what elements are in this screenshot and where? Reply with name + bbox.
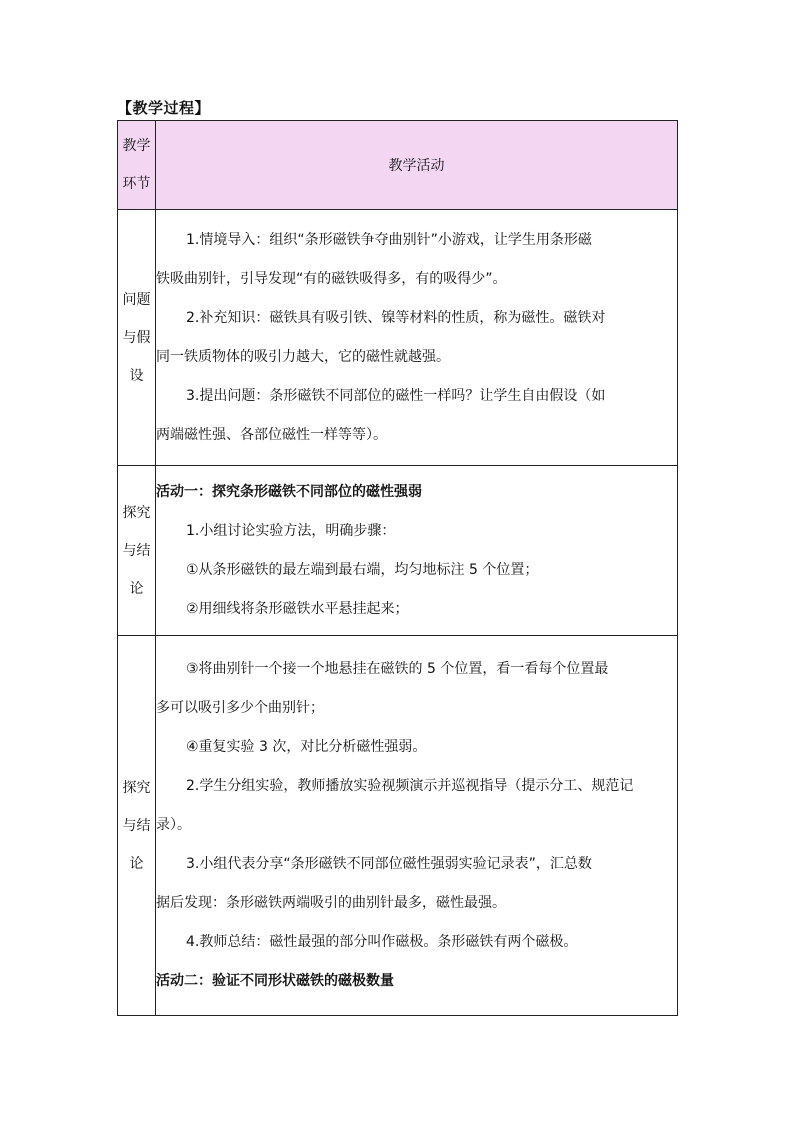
text-line: 1.小组讨论实验方法，明确步骤： bbox=[186, 522, 396, 539]
text-line: 2.补充知识：磁铁具有吸引铁、镍等材料的性质，称为磁性。磁铁对 bbox=[186, 309, 606, 326]
activity-paragraph bbox=[156, 728, 677, 767]
activity-heading bbox=[156, 962, 677, 1001]
activity-heading bbox=[156, 473, 677, 512]
text-line: 录）。 bbox=[156, 817, 191, 833]
activity-paragraph bbox=[156, 767, 677, 845]
stage-line: 与假 bbox=[122, 329, 151, 346]
activity-paragraph bbox=[156, 650, 677, 728]
text-line: 据后发现：条形磁铁两端吸引的曲别针最多，磁性最强。 bbox=[156, 895, 506, 911]
text-line: ①从条形磁铁的最左端到最右端，均匀地标注 5 个位置； bbox=[186, 561, 539, 578]
activity-paragraph bbox=[156, 512, 677, 551]
text-line: 活动一：探究条形磁铁不同部位的磁性强弱 bbox=[156, 483, 422, 500]
text-line: 多可以吸引多少个曲别针； bbox=[156, 700, 324, 716]
activity-paragraph bbox=[156, 221, 677, 299]
stage-line: 论 bbox=[129, 580, 144, 597]
stage-line: 论 bbox=[129, 855, 144, 872]
header-stage-cell bbox=[118, 121, 156, 210]
activity-paragraph bbox=[156, 590, 677, 629]
header-stage-line: 环节 bbox=[122, 176, 151, 192]
text-line: 3.小组代表分享“条形磁铁不同部位磁性强弱实验记录表”，汇总数 bbox=[186, 856, 592, 872]
header-activity-cell: 教学活动 bbox=[156, 121, 678, 210]
table-row bbox=[118, 636, 678, 1016]
activity-paragraph bbox=[156, 377, 677, 455]
stage-line: 问题 bbox=[122, 291, 151, 308]
table-header-row bbox=[118, 121, 678, 210]
activity-paragraph bbox=[156, 923, 677, 962]
table-row bbox=[118, 210, 678, 466]
activity-paragraph bbox=[156, 551, 677, 590]
stage-line: 与结 bbox=[122, 542, 151, 559]
text-line: 3.提出问题：条形磁铁不同部位的磁性一样吗？让学生自由假设（如 bbox=[186, 387, 606, 404]
stage-line: 探究 bbox=[122, 779, 151, 796]
text-line: 活动二：验证不同形状磁铁的磁极数量 bbox=[156, 973, 394, 989]
text-line: ④重复实验 3 次，对比分析磁性强弱。 bbox=[186, 739, 427, 755]
text-line: 2.学生分组实验，教师播放实验视频演示并巡视指导（提示分工、规范记 bbox=[186, 778, 634, 794]
stage-line: 设 bbox=[129, 367, 144, 384]
activity-cell bbox=[156, 466, 678, 636]
stage-line: 与结 bbox=[122, 817, 151, 834]
stage-cell bbox=[118, 466, 156, 636]
text-line: 4.教师总结：磁性最强的部分叫作磁极。条形磁铁有两个磁极。 bbox=[186, 934, 578, 950]
activity-cell bbox=[156, 636, 678, 1016]
header-stage-line: 教学 bbox=[122, 138, 151, 154]
stage-line: 探究 bbox=[122, 504, 151, 521]
stage-cell bbox=[118, 210, 156, 466]
text-line: 同一铁质物体的吸引力越大，它的磁性就越强。 bbox=[156, 348, 450, 365]
text-line: 铁吸曲别针，引导发现“有的磁铁吸得多，有的吸得少”。 bbox=[156, 270, 507, 287]
text-line: ②用细线将条形磁铁水平悬挂起来； bbox=[186, 600, 409, 617]
activity-cell bbox=[156, 210, 678, 466]
activity-paragraph bbox=[156, 299, 677, 377]
text-line: ③将曲别针一个接一个地悬挂在磁铁的 5 个位置，看一看每个位置最 bbox=[186, 661, 609, 677]
teaching-process-table bbox=[117, 120, 678, 1016]
stage-cell bbox=[118, 636, 156, 1016]
activity-paragraph bbox=[156, 845, 677, 923]
text-line: 1.情境导入：组织“条形磁铁争夺曲别针”小游戏，让学生用条形磁 bbox=[186, 231, 592, 248]
text-line: 两端磁性强、各部位磁性一样等等）。 bbox=[156, 426, 387, 443]
table-row bbox=[118, 466, 678, 636]
section-title: 【教学过程】 bbox=[117, 99, 211, 117]
